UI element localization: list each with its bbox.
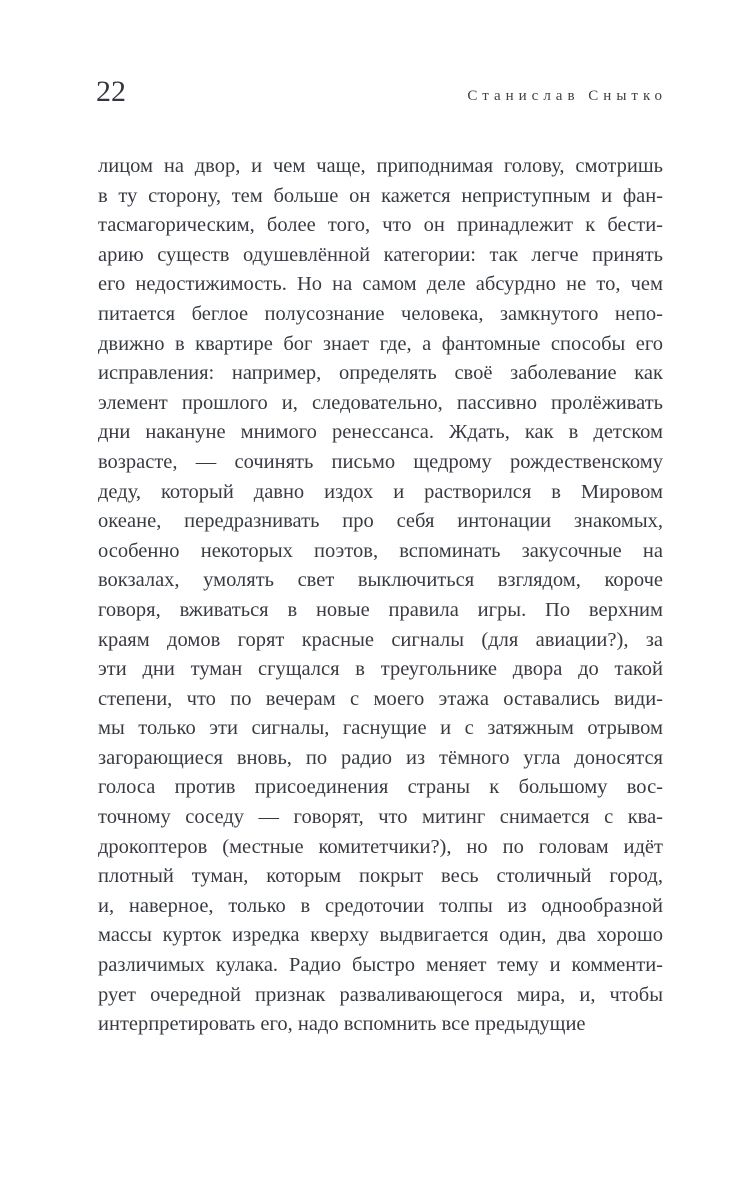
body-text-line: эти дни туман сгущался в треугольнике двора до такой: [98, 658, 663, 681]
body-text-line: возрасте, — сочинять письмо щедрому рождественскому: [98, 450, 663, 473]
body-text-line: и, наверное, только в средоточии толпы из однообразной: [98, 894, 663, 917]
body-text-line: различимых кулака. Радио быстро меняет тему и комменти-: [98, 954, 663, 977]
body-text-line: точному соседу — говорят, что митинг снимается с ква-: [98, 806, 663, 829]
body-text-line: океане, передразнивать про себя интонации знакомых,: [98, 510, 663, 533]
body-text-line: лицом на двор, и чем чаще, приподнимая голову, смотришь: [98, 155, 663, 177]
body-text-line: особенно некоторых поэтов, вспоминать закусочные на: [98, 539, 663, 562]
body-text-line: деду, который давно издох и растворился в Мировом: [98, 480, 663, 503]
body-text-line: его недостижимость. Но на самом деле абсурдно не то, чем: [98, 273, 663, 296]
body-text-line: арию существ одушевлённой категории: так легче принять: [98, 243, 663, 266]
body-text-line: рует очередной признак разваливающегося мира, и, чтобы: [98, 983, 663, 1006]
body-text-line: дни накануне мнимого ренессанса. Ждать, как в детском: [98, 421, 663, 444]
running-header-author: Станислав Снытко: [467, 88, 667, 104]
body-text-line: голоса против присоединения страны к большому вос-: [98, 776, 663, 799]
page-number: 22: [96, 75, 126, 108]
body-text-line: массы курток изредка кверху выдвигается один, два хорошо: [98, 924, 663, 947]
body-text-line: плотный туман, которым покрыт весь столичный город,: [98, 865, 663, 888]
body-text-line: интерпретировать его, надо вспомнить все предыдущие: [98, 1013, 586, 1036]
body-text-line: загорающиеся вновь, по радио из тёмного угла доносятся: [98, 746, 663, 769]
body-text-line: степени, что по вечерам с моего этажа оставались види-: [98, 687, 663, 710]
body-text-line: движно в квартире бог знает где, а фантомные способы его: [98, 332, 663, 355]
body-text-line: дрокоптеров (местные комитетчики?), но по головам идёт: [98, 835, 663, 858]
body-text-line: тасмагорическим, более того, что он принадлежит к бести-: [98, 214, 663, 237]
body-text-line: краям домов горят красные сигналы (для авиации?), за: [98, 628, 663, 651]
body-text-line: мы только эти сигналы, гаснущие и с затяжным отрывом: [98, 717, 663, 740]
body-text-block: [98, 152, 663, 1040]
body-text-line: исправления: например, определять своё заболевание как: [98, 362, 663, 385]
body-text-line: питается беглое полусознание человека, замкнутого непо-: [98, 302, 663, 325]
body-text-line: вокзалах, умолять свет выключиться взглядом, короче: [98, 569, 663, 592]
body-text-line: говоря, вживаться в новые правила игры. По верхним: [98, 598, 663, 621]
body-text-line: элемент прошлого и, следовательно, пассивно пролёживать: [98, 391, 663, 414]
body-text-line: в ту сторону, тем больше он кажется неприступным и фан-: [98, 184, 663, 207]
